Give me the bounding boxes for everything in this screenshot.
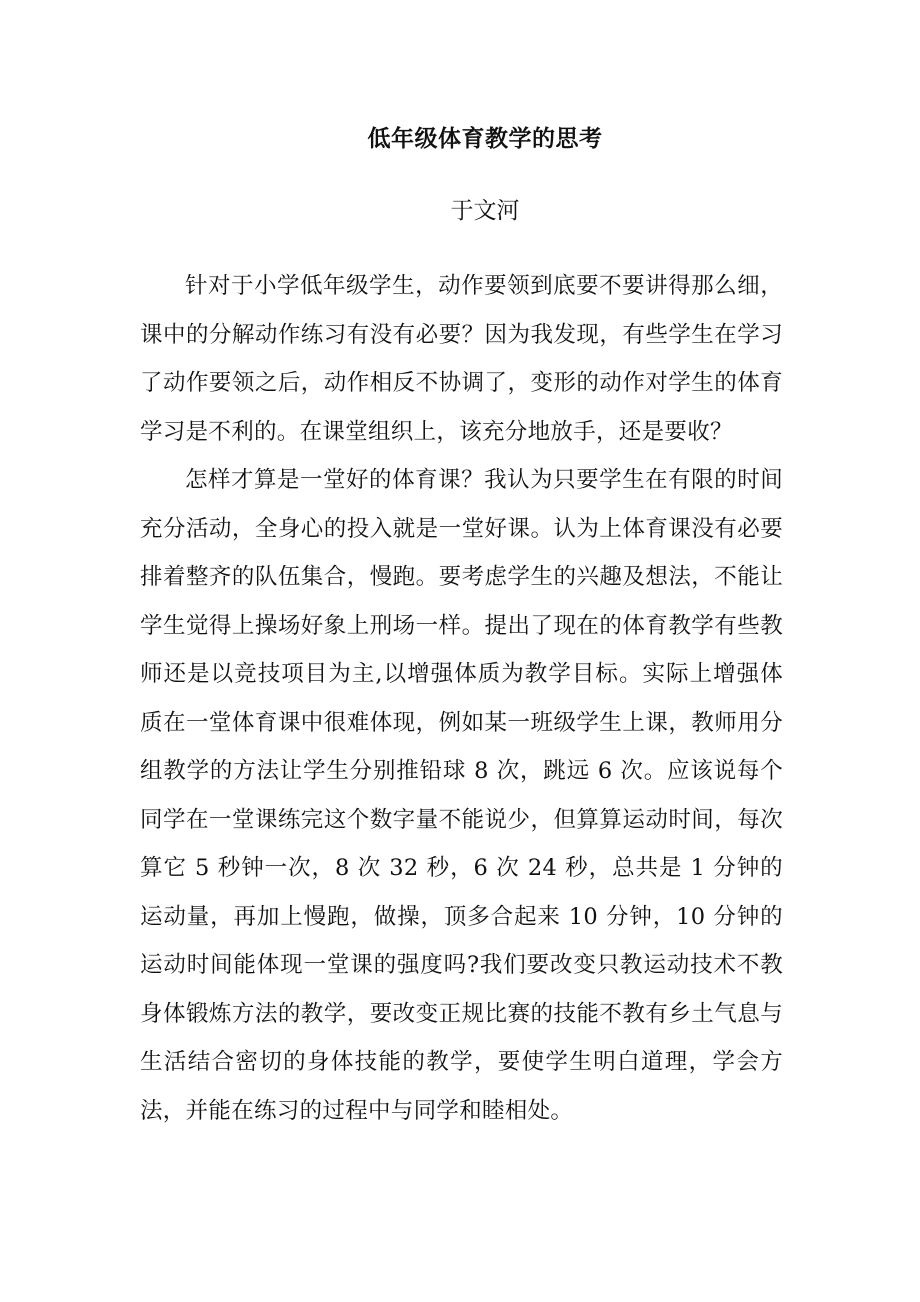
paragraph-1: 针对于小学低年级学生，动作要领到底要不要讲得那么细，课中的分解动作练习有没有必要？因为我发现，有些学生在学习了动作要领之后，动作相反不协调了，变形的动作对学生的体育学习是不利的。在课堂组织上，该充分地放手，还是要收？ (140, 273, 783, 445)
document-title: 低年级体育教学的思考 (367, 125, 603, 152)
paragraph-2: 怎样才算是一堂好的体育课？我认为只要学生在有限的时间充分活动，全身心的投入就是一堂好课。认为上体育课没有必要排着整齐的队伍集合，慢跑。要考虑学生的兴趣及想法，不能让学生觉得上操场好象上刑场一样。提出了现在的体育教学有些教师还是以竞技项目为主,以增强体质为教学目标。实际上增强体质在一堂体育课中很难体现，例如某一班级学生上课，教师用分组教学的方法让学生分别推铅球 8 次，跳远 6 次。应该说每个同学在一堂课练完这个数字量不能说少，但算算运动时间，每次算它 5 秒钟一次，8 次 32 秒，6 次 24 秒，总共是 1 分钟的运动量，再加上慢跑，做操，顶多合起来 10 分钟，10 分钟的运动时间能体现一堂课的强度吗?我们要改变只教运动技术不教身体锻炼方法的教学，要改变正规比赛的技能不教有乡土气息与生活结合密切的身体技能的教学，要使学生明白道理，学会方法，并能在练习的过程中与同学和睦相处。 (140, 467, 783, 1124)
document-author: 于文河 (450, 198, 520, 224)
document-body (140, 262, 783, 1135)
